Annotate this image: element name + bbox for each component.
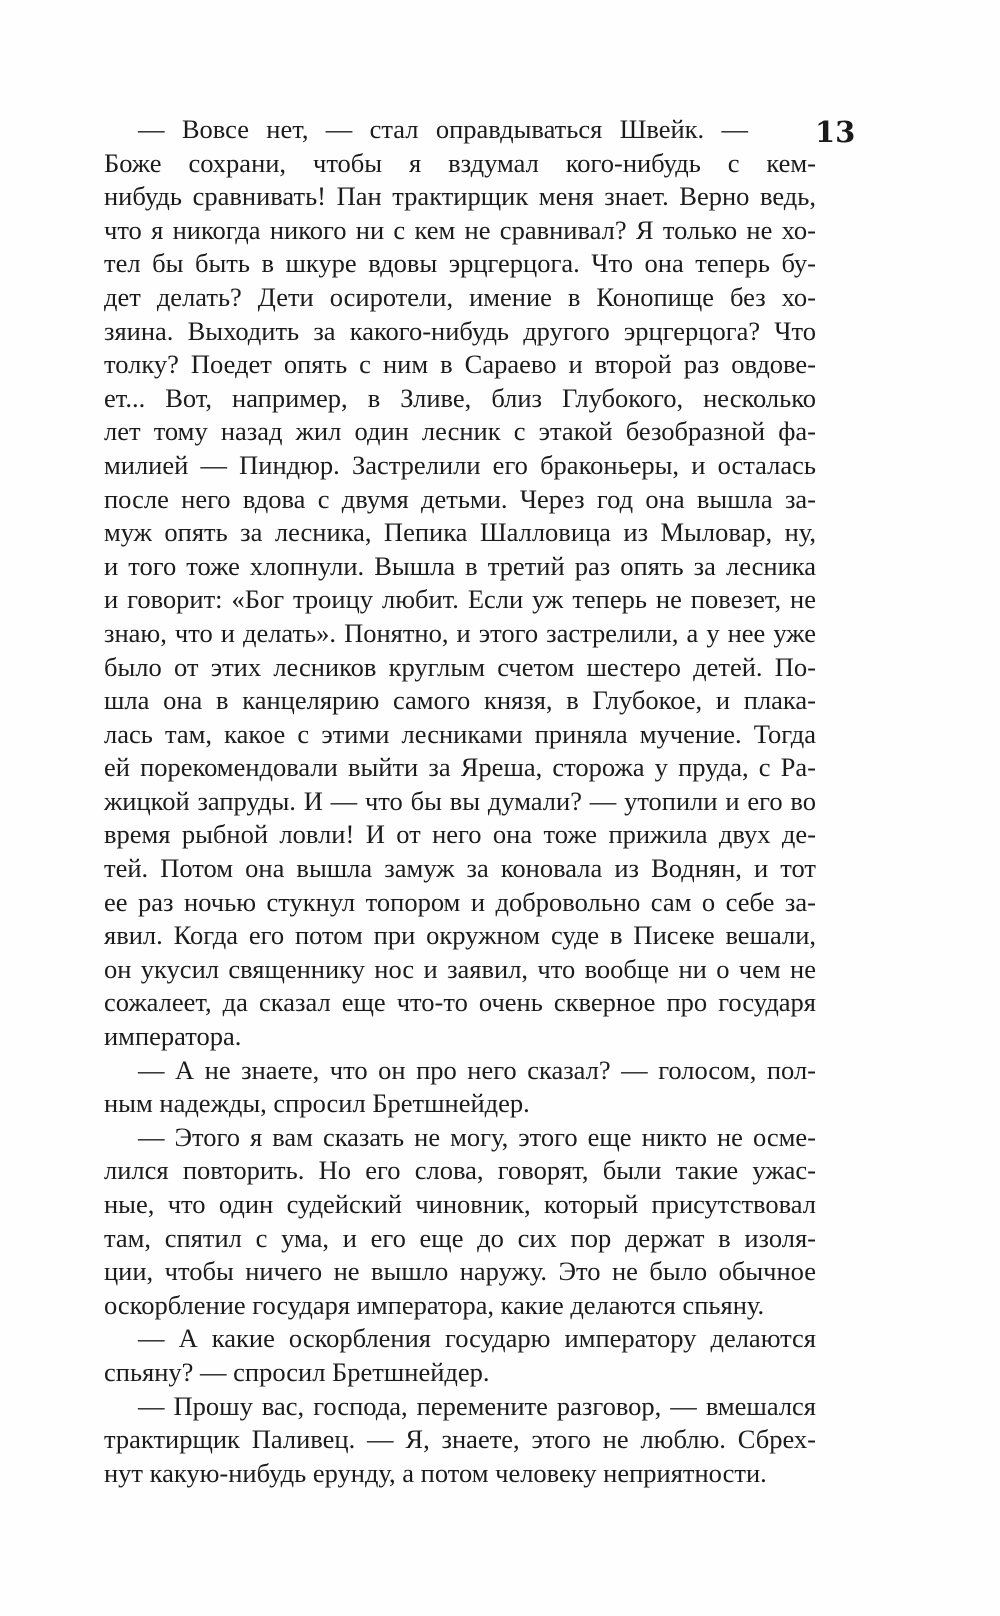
text-line: лился повторить. Но его слова, говорят, были такие ужас-	[104, 1155, 816, 1186]
text-line: — А не знаете, что он про него сказал? — голосом, пол-	[138, 1054, 816, 1085]
text-line: там, спятил с ума, и его еще до сих пор держат в изоля-	[104, 1222, 816, 1253]
text-line: милией — Пиндюр. Застрелили его браконьеры, и осталась	[104, 449, 816, 480]
text-line: ным надежды, спросил Бретшнейдер.	[104, 1088, 530, 1119]
text-line: — Этого я вам сказать не могу, этого еще никто не осме-	[138, 1121, 816, 1152]
text-line: тел бы быть в шкуре вдовы эрцгерцога. Что она теперь бу-	[104, 248, 816, 279]
text-line: знаю, что и делать». Понятно, и этого застрелили, а у нее уже	[104, 617, 816, 648]
text-line: шла она в канцелярию самого князя, в Глубокое, и плака-	[104, 685, 816, 716]
text-line: время рыбной ловли! И от него она тоже прижила двух де-	[104, 819, 816, 850]
text-line: нут какую-нибудь ерунду, а потом человеку неприятности.	[104, 1457, 767, 1488]
text-line: ее раз ночью стукнул топором и добровольно сам о себе за-	[104, 886, 816, 917]
text-line: было от этих лесников круглым счетом шестеро детей. По-	[104, 651, 816, 682]
text-line: сожалеет, да сказал еще что-то очень скверное про государя	[104, 987, 816, 1018]
text-line: оскорбление государя императора, какие делаются спьяну.	[104, 1289, 765, 1320]
text-line: лась там, какое с этими лесниками приняла мучение. Тогда	[104, 718, 816, 749]
text-line: ет... Вот, например, в Зливе, близ Глубокого, несколько	[104, 382, 816, 413]
text-line: явил. Когда его потом при окружном суде в Писеке вешали,	[104, 920, 816, 951]
text-line: после него вдова с двумя детьми. Через год она вышла за-	[104, 483, 816, 514]
text-line: муж опять за лесника, Пепика Шалловица из Мыловар, ну,	[104, 517, 816, 548]
text-line: дет делать? Дети осиротели, имение в Конопище без хо-	[104, 281, 816, 312]
text-line: трактирщик Паливец. — Я, знаете, этого не люблю. Сбрех-	[104, 1424, 816, 1455]
text-line: — Вовсе нет, — стал оправдываться Швейк. —	[138, 114, 748, 144]
text-line: нибудь сравнивать! Пан трактирщик меня знает. Верно ведь,	[104, 181, 816, 212]
page-number: 13	[815, 115, 856, 149]
text-line: тей. Потом она вышла замуж за коновала из Воднян, и тот	[104, 853, 816, 884]
text-line: и говорит: «Бог троицу любит. Если уж теперь не повезет, не	[104, 584, 816, 615]
text-line: что я никогда никого ни с кем не сравнивал? Я только не хо-	[104, 214, 816, 245]
text-line: зяина. Выходить за какого-нибудь другого эрцгерцога? Что	[104, 315, 816, 346]
text-line: — Прошу вас, господа, перемените разговор, — вмешался	[138, 1390, 816, 1421]
text-line: он укусил священнику нос и заявил, что вообще ни о чем не	[104, 953, 816, 984]
text-line: и того тоже хлопнули. Вышла в третий раз опять за лесника	[104, 550, 816, 581]
text-line: спьяну? — спросил Бретшнейдер.	[104, 1356, 490, 1387]
text-line: — А какие оскорбления государю императору делаются	[138, 1323, 816, 1354]
body-text	[104, 113, 816, 1490]
text-line: ные, что один судейский чиновник, который присутствовал	[104, 1189, 816, 1219]
text-line: ей порекомендовали выйти за Яреша, сторожа у пруда, с Ра-	[104, 752, 816, 783]
text-line: ции, чтобы ничего не вышло наружу. Это не было обычное	[104, 1256, 816, 1287]
text-line: лет тому назад жил один лесник с этакой безобразной фа-	[104, 416, 816, 447]
text-line: Боже сохрани, чтобы я вздумал кого-нибудь с кем-	[104, 147, 816, 178]
text-line: толку? Поедет опять с ним в Сараево и второй раз овдове-	[104, 349, 816, 380]
text-line: императора.	[104, 1021, 242, 1052]
text-line: жицкой запруды. И — что бы вы думали? — утопили и его во	[104, 785, 816, 816]
